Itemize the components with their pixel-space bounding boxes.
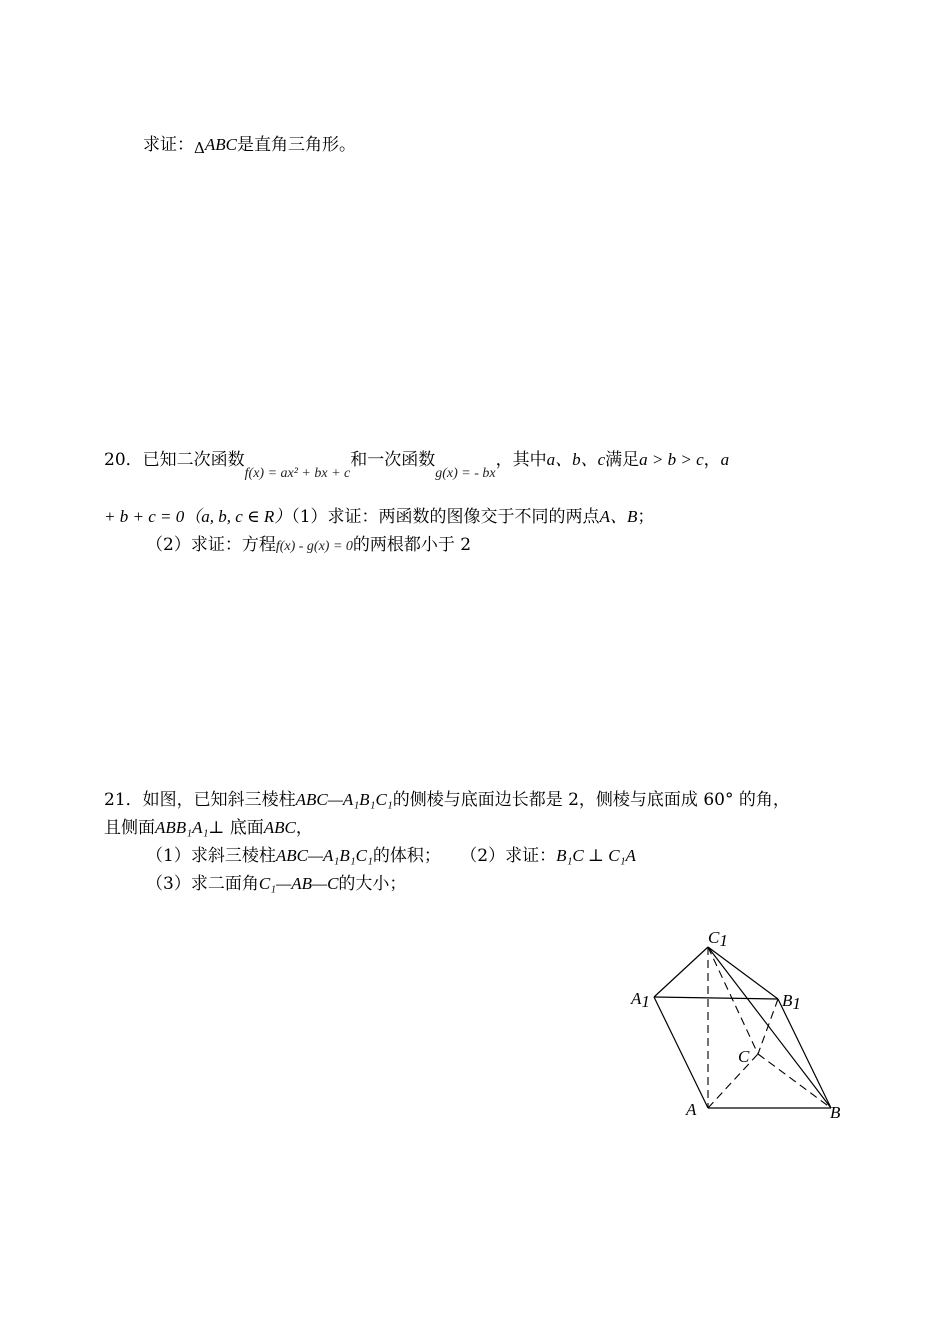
label-b: B — [830, 1103, 841, 1122]
label-a: A — [686, 1100, 697, 1119]
q20-line2 — [104, 505, 654, 529]
q21-dihedral: C₁—AB—C — [258, 874, 339, 893]
q20-g-definition: g(x) = - bx — [435, 466, 496, 481]
q21-part1-b: 的体积； — [372, 846, 441, 866]
q21-line4 — [146, 872, 406, 896]
q21-part3-b: 的大小； — [338, 874, 407, 894]
q21-part2: （2）求证： — [460, 846, 557, 866]
q21-prism-ref: ABC—A₁B₁C₁ — [275, 846, 373, 865]
q20-text2: 和一次函数 — [350, 450, 436, 470]
q21-number: 21． — [104, 790, 143, 810]
q20-number: 20． — [104, 450, 143, 470]
q21-text1: 如图，已知斜三棱柱 — [142, 790, 296, 810]
q19-prefix: 求证： — [143, 135, 194, 155]
q21-base: ABC — [263, 818, 296, 837]
q21-line2-a: 且侧面 — [104, 818, 155, 838]
label-c1: C1 — [708, 928, 728, 950]
edge-b1-b — [778, 999, 831, 1108]
triangle-symbol: Δ — [194, 139, 205, 157]
q20-part1: （1）求证：两函数的图像交于不同的两点 — [291, 507, 600, 527]
edge-c1-b — [708, 947, 831, 1108]
edge-a1-b1 — [654, 997, 778, 999]
edge-a-c-hidden — [708, 1054, 758, 1108]
edge-b1-c-hidden — [758, 999, 778, 1054]
q21-line2 — [104, 816, 313, 840]
q20-equation: f(x) - g(x) = 0 — [275, 539, 353, 554]
q19-suffix: 是直角三角形。 — [236, 135, 356, 155]
label-a1: A1 — [631, 989, 650, 1011]
edge-a1-a — [654, 997, 708, 1108]
prism-figure — [628, 922, 858, 1127]
q20-part2-prefix: （2）求证：方程 — [146, 535, 276, 555]
q20-line3 — [146, 533, 471, 559]
q21-line2-c: ， — [295, 818, 313, 838]
q21-part3: （3）求二面角 — [146, 874, 259, 894]
q20-text3: ，其中 — [495, 450, 547, 470]
q21-perpendicular: B₁C ⊥ C₁A — [556, 846, 636, 865]
edge-c1-c-hidden — [708, 947, 758, 1054]
q20-semicolon: ； — [637, 507, 655, 527]
q21-face: ABB₁A₁ — [155, 818, 209, 837]
q21-line3 — [146, 844, 636, 868]
q20-text4: 满足 — [605, 450, 640, 470]
q20-condition-sum: + b + c = 0（a, b, c ∈ R） — [104, 507, 292, 526]
q21-line1 — [104, 788, 790, 812]
label-b1: B1 — [782, 991, 801, 1013]
q20-text5: ， — [703, 450, 721, 470]
edge-c1-a1 — [654, 947, 708, 997]
q20-line1 — [104, 448, 730, 481]
q19-triangle-name: ABC — [204, 135, 237, 154]
q20-cond-vars: a、b、c — [546, 450, 606, 469]
q20-a-var: a — [720, 450, 730, 469]
q20-cond-inequality: a > b > c — [639, 450, 704, 469]
edge-c1-b1 — [708, 947, 778, 999]
q20-part2-suffix: 的两根都小于 2 — [352, 535, 472, 555]
q21-part1: （1）求斜三棱柱 — [146, 846, 276, 866]
q20-points: A、B — [599, 507, 638, 526]
label-c: C — [738, 1047, 750, 1066]
q21-text2: 的侧棱与底面边长都是 2，侧棱与底面成 60° 的角， — [392, 790, 790, 810]
q21-line2-b: ⊥ 底面 — [208, 818, 264, 838]
edge-c-b-hidden — [758, 1054, 831, 1108]
q19-conclusion — [143, 133, 356, 160]
q20-text1: 已知二次函数 — [142, 450, 245, 470]
q21-prism: ABC—A₁B₁C₁ — [295, 790, 393, 809]
q20-f-definition: f(x) = ax² + bx + c — [244, 466, 351, 481]
